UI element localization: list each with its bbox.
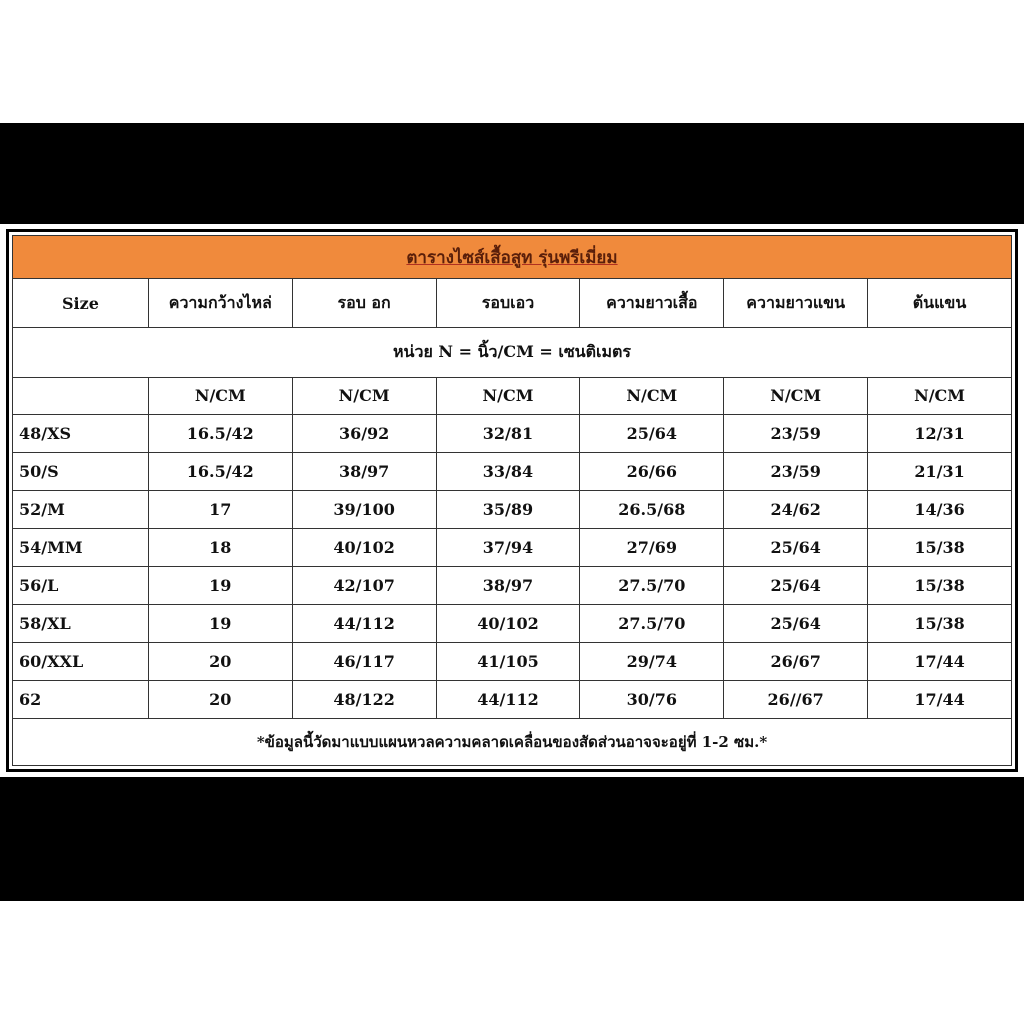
measurement-cell: 20: [148, 680, 292, 718]
column-header: ต้นแขน: [868, 279, 1012, 328]
table-row: [13, 453, 1012, 491]
measurement-cell: 19: [148, 566, 292, 604]
measurement-cell: 19: [148, 604, 292, 642]
measurement-cell: 24/62: [724, 491, 868, 529]
unit-row: [13, 377, 1012, 415]
chart-title-text: ตารางไซส์เสื้อสูท รุ่นพรีเมี่ยม: [406, 247, 618, 268]
measurement-cell: 29/74: [580, 642, 724, 680]
size-cell: 56/L: [13, 566, 149, 604]
table-row: [13, 529, 1012, 567]
table-row: [13, 604, 1012, 642]
size-cell: 60/XXL: [13, 642, 149, 680]
measurement-cell: 17/44: [868, 680, 1012, 718]
measurement-cell: 40/102: [436, 604, 580, 642]
unit-note: หน่วย N = นิ้ว/CM = เซนติเมตร: [13, 328, 1012, 377]
measurement-cell: 39/100: [292, 491, 436, 529]
column-header: ความกว้างไหล่: [148, 279, 292, 328]
unit-cell: N/CM: [724, 377, 868, 415]
measurement-cell: 25/64: [724, 566, 868, 604]
measurement-cell: 14/36: [868, 491, 1012, 529]
size-cell: 54/MM: [13, 529, 149, 567]
measurement-cell: 23/59: [724, 415, 868, 453]
column-header: รอบ อก: [292, 279, 436, 328]
measurement-cell: 48/122: [292, 680, 436, 718]
measurement-cell: 27.5/70: [580, 604, 724, 642]
header-row: [13, 279, 1012, 328]
measurement-cell: 46/117: [292, 642, 436, 680]
measurement-cell: 26//67: [724, 680, 868, 718]
measurement-cell: 42/107: [292, 566, 436, 604]
measurement-cell: 35/89: [436, 491, 580, 529]
chart-title: [13, 236, 1012, 279]
unit-note-row: [13, 328, 1012, 377]
measurement-cell: 25/64: [724, 529, 868, 567]
measurement-cell: 25/64: [724, 604, 868, 642]
measurement-cell: 26/66: [580, 453, 724, 491]
column-header: ความยาวเสื้อ: [580, 279, 724, 328]
unit-cell: N/CM: [868, 377, 1012, 415]
table-row: [13, 680, 1012, 718]
measurement-cell: 38/97: [436, 566, 580, 604]
table-row: [13, 642, 1012, 680]
measurement-cell: 27/69: [580, 529, 724, 567]
measurement-cell: 40/102: [292, 529, 436, 567]
unit-cell: N/CM: [580, 377, 724, 415]
measurement-cell: 16.5/42: [148, 453, 292, 491]
measurement-cell: 38/97: [292, 453, 436, 491]
unit-cell: [13, 377, 149, 415]
measurement-cell: 20: [148, 642, 292, 680]
footnote-row: [13, 718, 1012, 765]
measurement-cell: 23/59: [724, 453, 868, 491]
column-header: ความยาวแขน: [724, 279, 868, 328]
measurement-cell: 27.5/70: [580, 566, 724, 604]
table-row: [13, 415, 1012, 453]
measurement-cell: 26/67: [724, 642, 868, 680]
size-cell: 52/M: [13, 491, 149, 529]
top-black-band: [0, 123, 1024, 224]
unit-cell: N/CM: [292, 377, 436, 415]
footnote: *ข้อมูลนี้วัดมาแบบแผนหวลความคลาดเคลื่อนของสัดส่วนอาจจะอยู่ที่ 1-2 ซม.*: [13, 718, 1012, 765]
size-chart-table-box: [6, 229, 1018, 772]
measurement-cell: 26.5/68: [580, 491, 724, 529]
column-header: รอบเอว: [436, 279, 580, 328]
measurement-cell: 16.5/42: [148, 415, 292, 453]
measurement-cell: 12/31: [868, 415, 1012, 453]
measurement-cell: 15/38: [868, 529, 1012, 567]
table-row: [13, 491, 1012, 529]
measurement-cell: 15/38: [868, 604, 1012, 642]
column-header: Size: [13, 279, 149, 328]
measurement-cell: 44/112: [292, 604, 436, 642]
unit-cell: N/CM: [148, 377, 292, 415]
measurement-cell: 18: [148, 529, 292, 567]
measurement-cell: 30/76: [580, 680, 724, 718]
unit-cell: N/CM: [436, 377, 580, 415]
size-chart-table: [12, 235, 1012, 766]
measurement-cell: 41/105: [436, 642, 580, 680]
measurement-cell: 21/31: [868, 453, 1012, 491]
measurement-cell: 32/81: [436, 415, 580, 453]
size-cell: 62: [13, 680, 149, 718]
measurement-cell: 44/112: [436, 680, 580, 718]
measurement-cell: 25/64: [580, 415, 724, 453]
measurement-cell: 37/94: [436, 529, 580, 567]
measurement-cell: 33/84: [436, 453, 580, 491]
table-row: [13, 566, 1012, 604]
size-cell: 48/XS: [13, 415, 149, 453]
size-cell: 58/XL: [13, 604, 149, 642]
title-row: [13, 236, 1012, 279]
bottom-black-band: [0, 777, 1024, 901]
size-chart-frame: [0, 224, 1024, 777]
measurement-cell: 36/92: [292, 415, 436, 453]
measurement-cell: 15/38: [868, 566, 1012, 604]
measurement-cell: 17: [148, 491, 292, 529]
size-cell: 50/S: [13, 453, 149, 491]
measurement-cell: 17/44: [868, 642, 1012, 680]
